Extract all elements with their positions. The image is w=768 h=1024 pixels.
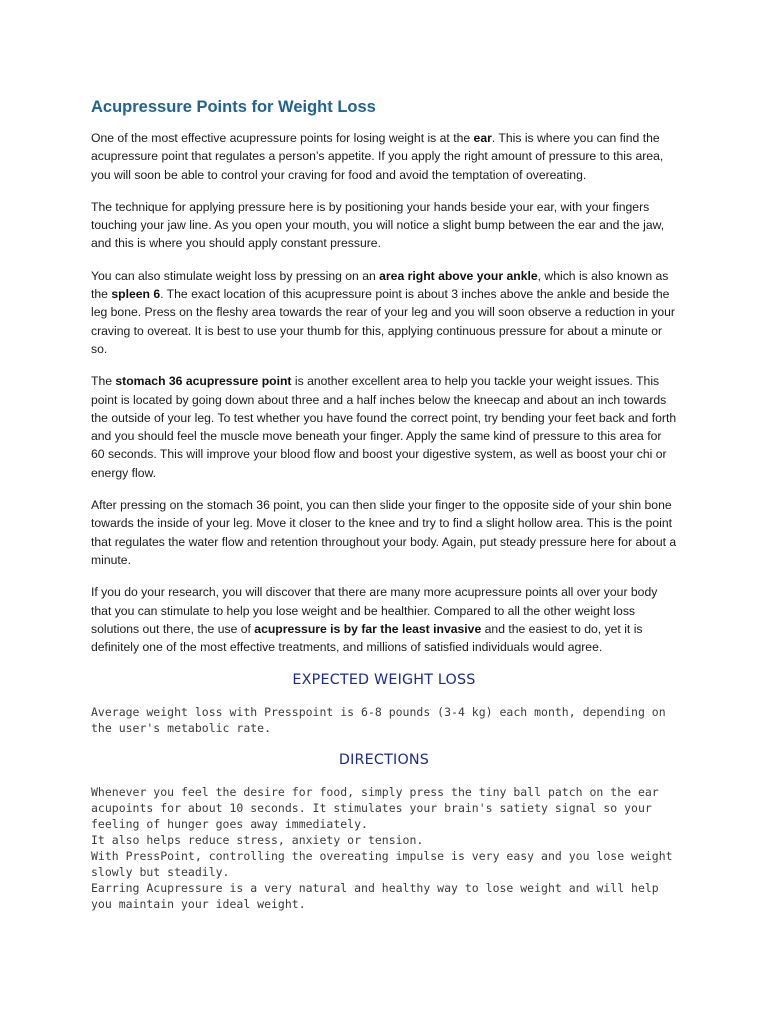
body-paragraph xyxy=(91,267,677,358)
paragraph-text: One of the most effective acupressure points for losing weight is at the xyxy=(91,131,474,145)
body-paragraph xyxy=(91,129,677,184)
body-paragraph xyxy=(91,372,677,482)
directions-line: Whenever you feel the desire for food, simply press the tiny ball patch on the ear acupoints for about 10 seconds. It stimulates your brain's satiety signal so your feeling of hunger goes away immediately. xyxy=(91,785,659,832)
paragraph-text: . This is where you can find the acupressure point that regulates a person’s appetite. If you apply the right amount of pressure to this area, you will soon be able to control your craving for food and avoid the temptation of overeating. xyxy=(91,131,664,182)
emphasized-text: area right above your ankle xyxy=(379,268,538,283)
emphasized-text: stomach 36 acupressure point xyxy=(115,374,292,389)
paragraph-text: The technique for applying pressure here is by positioning your hands beside your ear, with your fingers touching your jaw line. As you open your mouth, you will notice a slight bump between the ear and the jaw, and this is where you should apply constant pressure. xyxy=(91,199,665,251)
paragraph-text: , which is also known as the xyxy=(91,268,669,302)
emphasized-text: spleen 6 xyxy=(111,287,161,302)
page-title: Acupressure Points for Weight Loss xyxy=(91,98,376,116)
section-heading-directions: DIRECTIONS xyxy=(338,752,430,769)
section-heading-expected-weight-loss: EXPECTED WEIGHT LOSS xyxy=(292,672,476,689)
paragraph-text: After pressing on the stomach 36 point, you can then slide your finger to the opposite side of your shin bone towards the inside of your leg. Move it closer to the knee and try to find a slight hollow area. This is the point that regulates the water flow and retention throughout your body. Again, put steady pressure here for about a minute. xyxy=(91,498,677,567)
body-paragraph xyxy=(91,583,677,656)
paragraph-text: The xyxy=(91,374,116,389)
document-content xyxy=(91,96,677,926)
paragraph-text: If you do your research, you will discover that there are many more acupressure points all over your body that you can stimulate to help you lose weight and be healthier. Compared to all the other weight loss solutions out there, the use of xyxy=(91,585,658,636)
expected-weight-loss-text: Average weight loss with Presspoint is 6-8 pounds (3-4 kg) each month, depending on the user's metabolic rate. xyxy=(91,705,666,736)
paragraph-text: is another excellent area to help you tackle your weight issues. This point is located by going down about three and a half inches below the kneecap and about an inch towards the outside of your leg. To test whether you have found the correct point, try bending your feet back and forth and you should feel the muscle move beneath your finger. Apply the same kind of pressure to this area for 60 seconds. This will improve your blood flow and boost your digestive system, as well as boost your chi or energy flow. xyxy=(91,374,677,480)
emphasized-text: ear xyxy=(473,131,492,145)
body-paragraph xyxy=(91,496,677,569)
paragraph-text: You can also stimulate weight loss by pressing on an xyxy=(91,268,380,283)
directions-text xyxy=(91,784,677,912)
article-body xyxy=(91,129,677,656)
body-paragraph xyxy=(91,198,677,253)
directions-line: With PressPoint, controlling the overeating impulse is very easy and you lose weight slowly but steadily. xyxy=(91,849,673,880)
directions-line: Earring Acupressure is a very natural and healthy way to lose weight and will help you maintain your ideal weight. xyxy=(91,881,659,912)
emphasized-text: acupressure is by far the least invasive xyxy=(254,621,482,636)
directions-line: It also helps reduce stress, anxiety or tension. xyxy=(91,833,424,848)
paragraph-text: and the easiest to do, yet it is definitely one of the most effective treatments, and millions of satisfied individuals would agree. xyxy=(91,621,643,655)
paragraph-text: . The exact location of this acupressure point is about 3 inches above the ankle and beside the leg bone. Press on the fleshy area towards the rear of your leg and you will soon observe a reduction in your craving to overeat. It is best to use your thumb for this, applying continuous pressure for about a minute or so. xyxy=(91,287,675,356)
